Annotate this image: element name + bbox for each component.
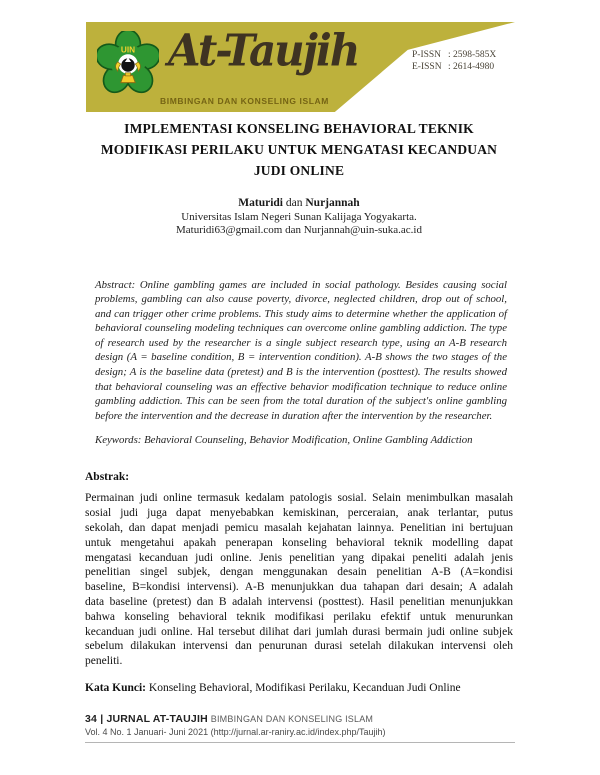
kata-kunci-label: Kata Kunci: — [85, 682, 147, 694]
journal-name: At-Taujih — [168, 24, 359, 77]
author-emails: Maturidi63@gmail.com dan Nurjannah@uin-suka.ac.id — [175, 224, 422, 236]
footer-journal-subtitle: BIMBINGAN DAN KONSELING ISLAM — [210, 714, 374, 724]
p-issn-label: P-ISSN — [412, 50, 442, 60]
keywords-english: Keywords: Behavioral Counseling, Behavior Modification, Online Gambling Addiction — [95, 434, 473, 447]
authors-line — [85, 197, 513, 211]
footer-page-number-journal: 34 | JURNAL AT-TAUJIH — [85, 713, 208, 725]
page-footer — [85, 712, 515, 743]
uin-sunan-kalijaga-logo-icon — [97, 31, 159, 95]
journal-tagline: BIMBINGAN DAN KONSELING ISLAM — [160, 96, 329, 106]
keywords-indonesian — [85, 681, 513, 695]
abstrak-heading: Abstrak: — [85, 471, 130, 484]
e-issn-row — [412, 61, 496, 73]
footer-journal-line — [85, 712, 515, 726]
abstract-english: Abstract: Online gambling games are included in social pathology. Besides causing social problems, gambling can also cause poverty, divorce, neglected children, drop out of school, and can trigger other crime problems. This study aims to determine whether the application of behavioral counseling modeling techniques can overcome online gambling addiction. The type of research used by the researcher is a single subject research type, using an A-B research design (A = baseline condition, B = intervention condition). A-B shows the two stages of the design; A is the baseline data (pretest) and B is the intervention (posttest). The results showed that behavioral counseling was an effective behavior modification technique to reduce online gambling addiction. This can be seen from the total duration of the subject's online gambling before the intervention and the decrease in duration after the intervention by the researcher. — [95, 278, 507, 422]
author-connector: dan — [283, 197, 306, 209]
issn-block — [412, 49, 496, 73]
e-issn-value: : 2614-4980 — [448, 62, 495, 72]
footer-volume-line: Vol. 4 No. 1 Januari- Juni 2021 (http://jurnal.ar-raniry.ac.id/index.php/Taujih) — [85, 727, 386, 737]
p-issn-value: : 2598-585X — [448, 50, 497, 60]
svg-text:UIN: UIN — [120, 45, 136, 55]
footer-divider — [85, 742, 515, 743]
article-title: IMPLEMENTASI KONSELING BEHAVIORAL TEKNIK MODIFIKASI PERILAKU UNTUK MENGATASI KECANDUAN JUDI ONLINE — [100, 121, 498, 178]
article-content — [85, 118, 513, 707]
author-1: Maturidi — [238, 197, 284, 209]
abstract-indonesian: Permainan judi online termasuk kedalam patologis sosial. Selain menimbulkan masalah sosial judi juga dapat menyebabkan kemiskinan, perceraian, anak terlantar, putus sekolah, dan dapat menjadi pemicu masalah kejahatan lainnya. Penelitian ini bertujuan untuk mengetahui apakah penerapan konseling behavioral teknik modelling dapat mengatasi kecanduan judi online. Jenis penelitian yang dipakai peneliti adalah jenis penelitian singel subjek, dengan menggunakan desain penelitian A-B (A=kondisi baseline, B=kondisi intervensi). A-B menunjukkan dua tahapan dari desain; A adalah data baseline (pretest) dan B adalah intervensi (posttest). Hasil penelitian menunjukkan bahwa konseling behavioral teknik modifikasi perilaku efektif untuk menurunkan kecanduan judi online. Hal tersebut dilihat dari jumlah durasi bermain judi online subjek sebelum dilakukan intervensi dan penurunan durasi setelah dilakukan intervensi oleh peneliti. — [85, 492, 513, 668]
affiliation: Universitas Islam Negeri Sunan Kalijaga Yogyakarta. — [181, 210, 417, 223]
author-2: Nurjannah — [305, 197, 360, 209]
e-issn-label: E-ISSN — [412, 62, 442, 72]
p-issn-row — [412, 49, 496, 61]
kata-kunci-value: Konseling Behavioral, Modifikasi Perilaku, Kecanduan Judi Online — [146, 682, 461, 694]
